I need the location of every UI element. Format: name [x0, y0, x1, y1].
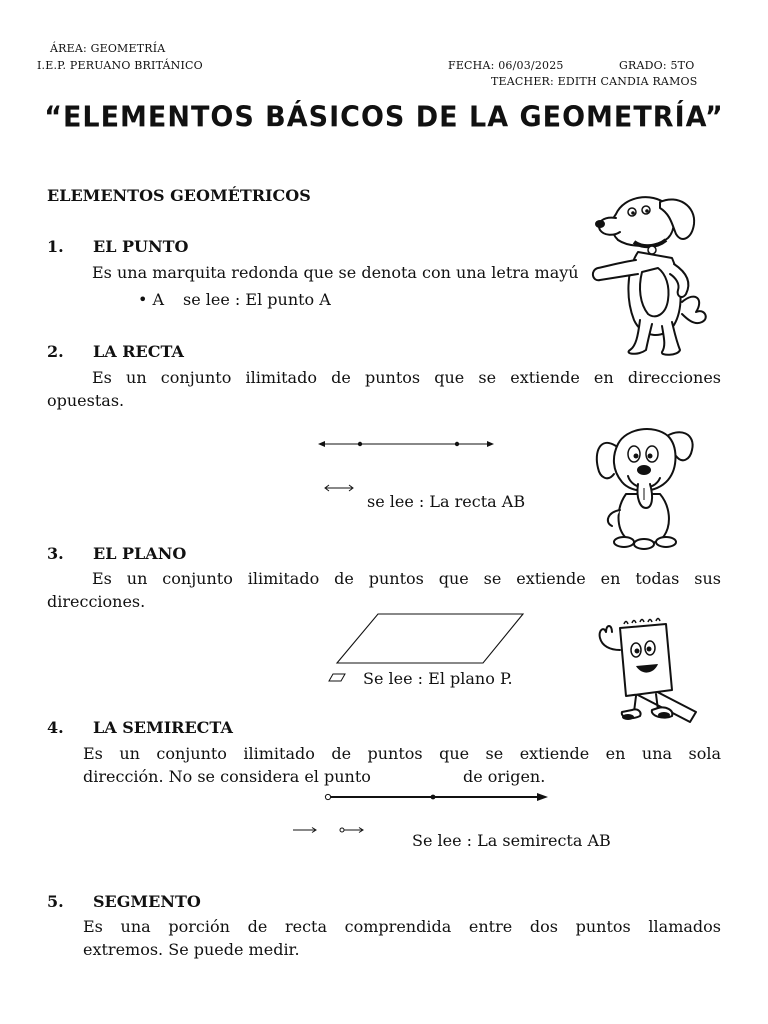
semirecta-definition-line1: Es un conjunto ilimitado de puntos que se extiende en una sola: [83, 744, 721, 763]
grade-label: GRADO: 5TO: [619, 59, 695, 72]
punto-example-bullet: • A: [138, 290, 165, 309]
section-title: LA SEMIRECTA: [93, 718, 233, 737]
ray-symbol-icon: [292, 826, 318, 834]
section-title: EL PLANO: [93, 544, 187, 563]
ray-origin-icon: [339, 826, 365, 834]
plano-definition-line2: direcciones.: [47, 592, 146, 611]
teacher-label: TEACHER: EDITH CANDIA RAMOS: [491, 75, 698, 88]
date-label: FECHA: 06/03/2025: [448, 59, 564, 72]
section-number: 4.: [47, 718, 64, 737]
semirecta-example-read: Se lee : La semirecta AB: [412, 831, 611, 850]
semirecta-definition-line2b: de origen.: [463, 767, 546, 786]
section-subtitle: ELEMENTOS GEOMÉTRICOS: [47, 186, 311, 205]
segmento-definition-line2: extremos. Se puede medir.: [83, 940, 300, 959]
punto-definition: Es una marquita redonda que se denota con una letra mayú: [92, 263, 579, 282]
recta-example-read: se lee : La recta AB: [367, 492, 526, 511]
section-heading-recta: [47, 342, 184, 361]
semirecta-definition-line2a: dirección. No se considera el punto: [83, 767, 371, 786]
cartoon-notepad-character-illustration: [592, 620, 702, 730]
line-diagram: [318, 437, 494, 451]
section-heading-plano: [47, 544, 186, 563]
segmento-definition-line1: Es una porción de recta comprendida entre dos puntos llamados: [83, 917, 721, 936]
plane-diagram: [336, 613, 526, 665]
area-label: ÁREA: GEOMETRÍA: [50, 42, 166, 55]
cartoon-dog-pointing-illustration: [586, 190, 716, 360]
section-number: 2.: [47, 342, 64, 361]
ray-diagram: [323, 790, 549, 804]
page-title: “ELEMENTOS BÁSICOS DE LA GEOMETRÍA”: [44, 101, 724, 134]
recta-definition-line1: Es un conjunto ilimitado de puntos que se extiende en direcciones: [92, 368, 721, 387]
section-heading-segmento: [47, 892, 201, 911]
recta-definition-line2: opuestas.: [47, 391, 125, 410]
section-heading-semirecta: [47, 718, 233, 737]
punto-example-read: se lee : El punto A: [183, 290, 331, 309]
section-title: LA RECTA: [93, 342, 184, 361]
plane-icon: [328, 673, 346, 683]
cartoon-dog-tongue-illustration: [592, 424, 696, 552]
section-title: EL PUNTO: [93, 237, 189, 256]
double-arrow-icon: [324, 483, 354, 493]
section-number: 5.: [47, 892, 64, 911]
section-number: 3.: [47, 544, 64, 563]
section-title: SEGMENTO: [93, 892, 201, 911]
section-heading-punto: [47, 237, 188, 256]
school-name: I.E.P. PERUANO BRITÁNICO: [37, 59, 203, 72]
section-number: 1.: [47, 237, 64, 256]
plano-definition-line1: Es un conjunto ilimitado de puntos que se extiende en todas sus: [92, 569, 721, 588]
plano-example-read: Se lee : El plano P.: [363, 669, 513, 688]
